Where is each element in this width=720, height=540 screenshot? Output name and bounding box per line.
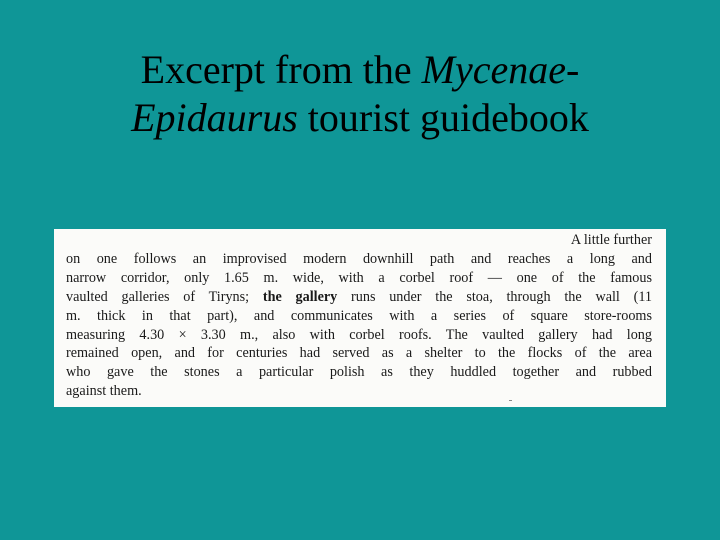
- title-italic-epidaurus: Epidaurus: [131, 95, 298, 140]
- excerpt-line: who gave the stones a particular polish as they huddled together and rubbed: [66, 364, 652, 381]
- excerpt-text: vaulted galleries of Tiryns;: [66, 288, 263, 305]
- title-italic-mycenae: Mycenae-: [421, 47, 580, 92]
- excerpt-text: runs under the stoa, through the wall (11: [337, 288, 653, 305]
- slide-title: [0, 46, 720, 142]
- title-suffix: tourist guidebook: [297, 95, 589, 140]
- guidebook-excerpt-image: [54, 229, 666, 407]
- scan-speck: [509, 400, 512, 401]
- excerpt-line: A little further: [570, 232, 652, 248]
- excerpt-line: m. thick in that part), and communicates with a series of square store-rooms: [66, 307, 652, 324]
- excerpt-line: on one follows an improvised modern downhill path and reaches a long and: [66, 250, 652, 267]
- excerpt-line: [66, 288, 652, 307]
- excerpt-bold-term: the gallery: [262, 288, 338, 305]
- excerpt-line: against them.: [66, 383, 142, 400]
- excerpt-line: narrow corridor, only 1.65 m. wide, with a corbel roof — one of the famous: [66, 269, 652, 286]
- excerpt-line: remained open, and for centuries had served as a shelter to the flocks of the area: [66, 345, 652, 362]
- title-prefix: Excerpt from the: [140, 47, 422, 92]
- excerpt-line: measuring 4.30 × 3.30 m., also with corbel roofs. The vaulted gallery had long: [66, 326, 652, 343]
